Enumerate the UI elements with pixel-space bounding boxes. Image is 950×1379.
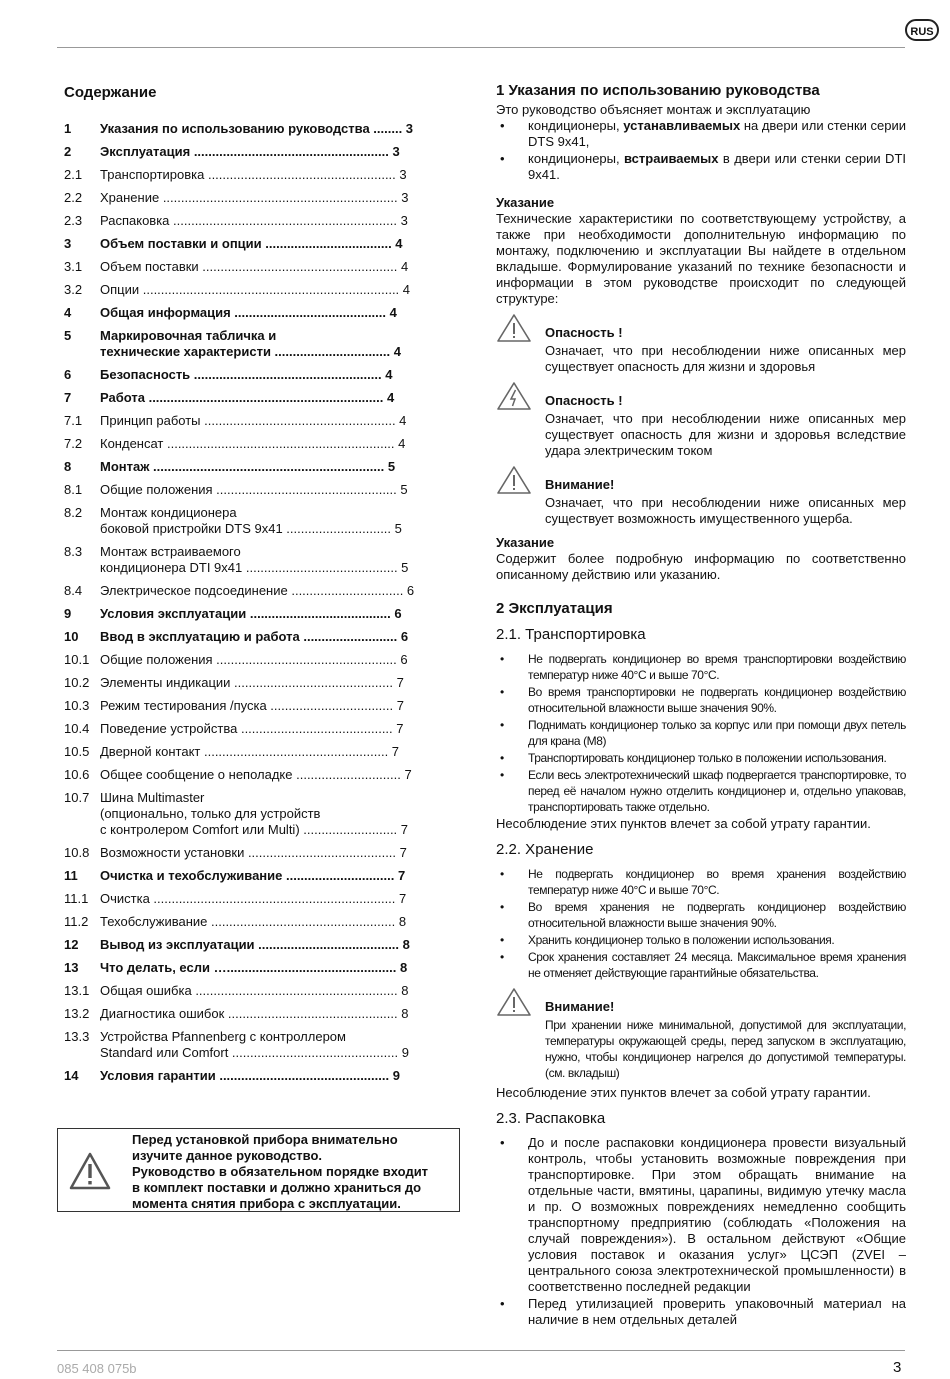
- toc-entry-number: 12: [64, 937, 79, 952]
- unpack-heading: 2.3. Распаковка: [496, 1110, 606, 1127]
- list-item: • Транспортировать кондиционер только в положении использования.: [496, 750, 906, 766]
- toc-entry: [64, 305, 444, 321]
- toc-entry-title: Очистка и техобслуживание .............................. 7: [100, 868, 406, 883]
- transport-list: [496, 651, 906, 815]
- list-item: • Срок хранения составляет 24 месяца. Максимальное время хранения не отменяет действующие гарантийные обязательства.: [496, 949, 906, 981]
- storage-footer: Несоблюдение этих пунктов влечет за собой утрату гарантии.: [496, 1085, 871, 1100]
- toc-entry: [64, 505, 444, 537]
- toc-entry-title: Принцип работы ..................................................... 4: [100, 413, 407, 428]
- toc-entry: [64, 413, 444, 429]
- warning-triangle-icon: [496, 465, 532, 495]
- electric-danger-text: Означает, что при несоблюдении ниже описанных мер существует опасность для жизни и здоровья вследствие удара электрическим током: [545, 411, 906, 458]
- toc-entry-title: Шина Multimaster (опционально, только для устройств с контролером Comfort или Multi) .......................... 7: [100, 790, 409, 837]
- toc-entry-number: 13.3: [64, 1029, 90, 1044]
- section1-intro: Это руководство объясняет монтаж и эксплуатацию: [496, 102, 811, 117]
- toc-entry: [64, 937, 444, 953]
- danger-text: Означает, что при несоблюдении ниже описанных мер существует опасность для жизни и здоровья: [545, 343, 906, 374]
- note2-title: Указание: [496, 535, 555, 550]
- caution-title: Внимание!: [545, 477, 615, 492]
- toc-entry-number: 8.2: [64, 505, 83, 520]
- toc-entry: [64, 960, 444, 976]
- toc-entry-number: 2: [64, 144, 72, 159]
- toc-entry: [64, 652, 444, 668]
- toc-entry-number: 10.1: [64, 652, 90, 667]
- toc-entry: [64, 606, 444, 622]
- warning-triangle-icon: [68, 1151, 112, 1191]
- section1-heading: 1 Указания по использованию руководства: [496, 82, 820, 99]
- storage-heading: 2.2. Хранение: [496, 841, 594, 858]
- toc-entry-title: Техобслуживание ................................................... 8: [100, 914, 407, 929]
- storage-caution-text: При хранении ниже минимальной, допустимой для эксплуатации, температуры окружающей среды, перед запуском в эксплуатацию, нужно, чтобы кондиционер нагрелся до допустимой температуры. (см. вкладыш): [545, 1018, 906, 1080]
- toc-entry-title: Общие положения .................................................. 5: [100, 482, 408, 497]
- toc-heading: Содержание: [64, 84, 157, 101]
- toc-entry: [64, 259, 444, 275]
- toc-entry: [64, 282, 444, 298]
- toc-entry-number: 8.4: [64, 583, 83, 598]
- toc-entry: [64, 744, 444, 760]
- manual-warning-text: Перед установкой прибора внимательно изучите данное руководство. Руководство в обязательном порядке входит в комплект поставки и должно храниться до момента снятия прибора с эксплуатации.: [132, 1132, 429, 1211]
- toc-entry-number: 6: [64, 367, 72, 382]
- danger-notice: [496, 313, 906, 375]
- content-column: [496, 83, 906, 1329]
- toc-entry-title: Маркировочная табличка и технические характеристи ................................ 4: [100, 328, 401, 359]
- toc-entry: [64, 721, 444, 737]
- toc-entry-number: 3.1: [64, 259, 83, 274]
- toc-entry-number: 10.5: [64, 744, 90, 759]
- toc-entry: [64, 213, 444, 229]
- toc-entry: [64, 629, 444, 645]
- toc-entry-title: Электрическое подсоединение ............................... 6: [100, 583, 415, 598]
- toc-entry-title: Общее сообщение о неполадке ............................. 7: [100, 767, 412, 782]
- toc-entry-title: Вывод из эксплуатации ....................................... 8: [100, 937, 410, 952]
- storage-caution-notice: [496, 987, 906, 1081]
- toc-entry: [64, 790, 444, 838]
- electric-hazard-icon: [496, 381, 532, 411]
- toc-entry: [64, 121, 444, 137]
- note2-text: Содержит более подробную информацию по соответственно описанному действию или указанию.: [496, 551, 906, 582]
- toc-entry-title: Хранение ................................................................. 3: [100, 190, 409, 205]
- toc-entry-number: 10.4: [64, 721, 90, 736]
- toc-entry-title: Диагностика ошибок ............................................... 8: [100, 1006, 409, 1021]
- toc-entry-title: Эксплуатация ...................................................... 3: [100, 144, 400, 159]
- toc-entry-number: 10.3: [64, 698, 90, 713]
- toc-entry-title: Общая ошибка ........................................................ 8: [100, 983, 409, 998]
- toc-entry: [64, 328, 444, 360]
- toc-entry-title: Монтаж ................................................................ 5: [100, 459, 396, 474]
- note-text: Технические характеристики по соответствующему устройству, а также при необходимости дополнительную информацию по монтажу, подключению и эксплуатации Вы найдете в отдельном вкладыше. Формулирование указаний по технике безопасности и информации в этом руководстве происходит по следующей структуре:: [496, 211, 906, 306]
- toc-entry: [64, 436, 444, 452]
- list-item: • Поднимать кондиционер только за корпус или при помощи двух петель для крана (M8): [496, 717, 906, 749]
- toc-entry-number: 2.1: [64, 167, 83, 182]
- toc-entry-number: 10.7: [64, 790, 90, 805]
- toc-entry-title: Опции ....................................................................... 4: [100, 282, 411, 297]
- manual-warning-box: [57, 1128, 460, 1212]
- caution-text: Означает, что при несоблюдении ниже описанных мер существует возможность имущественного ущерба.: [545, 495, 906, 526]
- toc-entry-number: 5: [64, 328, 72, 343]
- toc-entry-title: Возможности установки ......................................... 7: [100, 845, 407, 860]
- toc-entry: [64, 1029, 444, 1061]
- list-item: • Не подвергать кондиционер во время транспортировки воздействию температур ниже 40°C и выше 70°C.: [496, 651, 906, 683]
- storage-caution-title: Внимание!: [545, 999, 615, 1014]
- toc-entry-title: Элементы индикации ............................................ 7: [100, 675, 404, 690]
- toc-entry: [64, 891, 444, 907]
- toc-entry-title: Работа ................................................................. 4: [100, 390, 395, 405]
- toc-entry-number: 10.6: [64, 767, 90, 782]
- electric-danger-notice: [496, 381, 906, 459]
- toc-entry-number: 10: [64, 629, 79, 644]
- note-title: Указание: [496, 195, 555, 210]
- list-item: • До и после распаковки кондиционера провести визуальный контроль, чтобы установить возможные повреждения при транспортировке. При этом обращать внимание на отдельные части, вмятины, царапины, видимую утечку масла и пр. О возможных повреждениях немедленно сообщить транспортному предприятию (соблюдать «Положения на случай повреждения»). В остальном действуют «Общие условия поставок и оказания услуг» ЦСЭП (ZVEI – центрального союза электротехнической промышленности) в соответственно последней редакции: [496, 1135, 906, 1295]
- electric-danger-title: Опасность !: [545, 393, 623, 408]
- toc-entry-title: Режим тестирования /пуска .................................. 7: [100, 698, 404, 713]
- table-of-contents: [64, 80, 444, 1091]
- toc-entry-title: Очистка ................................................................... 7: [100, 891, 407, 906]
- toc-entry-number: 8: [64, 459, 72, 474]
- toc-list: [64, 121, 444, 1084]
- toc-entry-title: Безопасность .................................................... 4: [100, 367, 393, 382]
- list-item: • Не подвергать кондиционер во время хранения воздействию температур ниже 40°C и выше 70°C.: [496, 866, 906, 898]
- toc-entry: [64, 459, 444, 475]
- toc-entry-title: Общие положения .................................................. 6: [100, 652, 408, 667]
- toc-entry: [64, 1068, 444, 1084]
- toc-entry-number: 13.2: [64, 1006, 90, 1021]
- toc-entry: [64, 583, 444, 599]
- toc-entry: [64, 190, 444, 206]
- toc-entry-title: Что делать, если …............................................... 8: [100, 960, 408, 975]
- list-item: • Если весь электротехнический шкаф подвергается транспортировке, то перед её началом нужно отделить кондиционер и, отдельно упаковав, транспортировать также отдельно.: [496, 767, 906, 815]
- toc-entry-title: Устройства Pfannenberg с контроллером Standard или Comfort .............................................. 9: [100, 1029, 409, 1060]
- toc-entry-number: 2.2: [64, 190, 83, 205]
- toc-entry: [64, 914, 444, 930]
- list-item: • кондиционеры, встраиваемых в двери или стенки серии DTI 9x41.: [496, 151, 906, 183]
- toc-entry-number: 13: [64, 960, 79, 975]
- toc-entry: [64, 482, 444, 498]
- toc-entry-number: 7: [64, 390, 72, 405]
- section2-heading: 2 Эксплуатация: [496, 600, 613, 617]
- toc-entry-title: Дверной контакт ................................................... 7: [100, 744, 400, 759]
- toc-entry-title: Общая информация .......................................... 4: [100, 305, 397, 320]
- toc-entry-title: Монтаж встраиваемого кондиционера DTI 9x41 .......................................... 5: [100, 544, 409, 575]
- page-number: 3: [893, 1359, 902, 1376]
- toc-entry-number: 3: [64, 236, 72, 251]
- transport-footer: Несоблюдение этих пунктов влечет за собой утрату гарантии.: [496, 816, 871, 831]
- header-rule: [57, 47, 905, 48]
- toc-entry-number: 10.8: [64, 845, 90, 860]
- list-item: • Перед утилизацией проверить упаковочный материал на наличие в нем отдельных деталей: [496, 1296, 906, 1328]
- toc-entry-title: Ввод в эксплуатацию и работа .......................... 6: [100, 629, 409, 644]
- toc-entry: [64, 868, 444, 884]
- toc-entry: [64, 167, 444, 183]
- toc-entry-number: 1: [64, 121, 72, 136]
- toc-entry-number: 11.2: [64, 914, 89, 929]
- toc-entry-title: Условия гарантии ............................................... 9: [100, 1068, 400, 1083]
- toc-entry-title: Объем поставки и опции ................................... 4: [100, 236, 403, 251]
- toc-entry-number: 2.3: [64, 213, 83, 228]
- warning-triangle-icon: [496, 313, 532, 343]
- caution-notice: [496, 465, 906, 527]
- toc-entry-title: Транспортировка .................................................... 3: [100, 167, 407, 182]
- toc-entry: [64, 236, 444, 252]
- toc-entry-title: Поведение устройства .......................................... 7: [100, 721, 404, 736]
- warning-triangle-icon: [496, 987, 532, 1017]
- document-number: 085 408 075b: [57, 1361, 137, 1376]
- toc-entry-number: 11: [64, 868, 78, 883]
- list-item: • Во время транспортировки не подвергать кондиционер воздействию относительной влажности выше значения 90%.: [496, 684, 906, 716]
- toc-entry-title: Конденсат ............................................................... 4: [100, 436, 406, 451]
- toc-entry: [64, 698, 444, 714]
- toc-entry-number: 8.1: [64, 482, 83, 497]
- storage-list: [496, 866, 906, 981]
- toc-entry-number: 4: [64, 305, 72, 320]
- toc-entry: [64, 983, 444, 999]
- toc-entry-number: 3.2: [64, 282, 83, 297]
- toc-entry: [64, 1006, 444, 1022]
- toc-entry-title: Объем поставки ...................................................... 4: [100, 259, 409, 274]
- toc-entry-title: Распаковка .............................................................. 3: [100, 213, 408, 228]
- toc-entry: [64, 390, 444, 406]
- toc-entry: [64, 144, 444, 160]
- toc-entry-title: Монтаж кондиционера боковой пристройки DTS 9x41 ............................. 5: [100, 505, 402, 536]
- danger-title: Опасность !: [545, 325, 623, 340]
- unpack-list: [496, 1135, 906, 1328]
- toc-entry-number: 13.1: [64, 983, 90, 998]
- toc-entry-number: 10.2: [64, 675, 90, 690]
- language-badge: RUS: [905, 19, 939, 41]
- toc-entry-number: 9: [64, 606, 72, 621]
- toc-entry-title: Условия эксплуатации ....................................... 6: [100, 606, 402, 621]
- section1-models-list: [496, 118, 906, 183]
- toc-entry-number: 11.1: [64, 891, 89, 906]
- toc-entry-number: 8.3: [64, 544, 83, 559]
- toc-entry: [64, 367, 444, 383]
- toc-entry: [64, 845, 444, 861]
- footer-rule: [57, 1350, 905, 1351]
- toc-entry: [64, 544, 444, 576]
- toc-entry: [64, 767, 444, 783]
- toc-entry-number: 7.1: [64, 413, 83, 428]
- toc-entry-number: 14: [64, 1068, 79, 1083]
- list-item: • кондиционеры, устанавливаемых на двери или стенки серии DTS 9x41,: [496, 118, 906, 150]
- transport-heading: 2.1. Транспортировка: [496, 626, 646, 643]
- toc-entry-title: Указания по использованию руководства ........ 3: [100, 121, 414, 136]
- list-item: • Хранить кондиционер только в положении использования.: [496, 932, 906, 948]
- list-item: • Во время хранения не подвергать кондиционер воздействию относительной влажности выше значения 90%.: [496, 899, 906, 931]
- toc-entry-number: 7.2: [64, 436, 83, 451]
- toc-entry: [64, 675, 444, 691]
